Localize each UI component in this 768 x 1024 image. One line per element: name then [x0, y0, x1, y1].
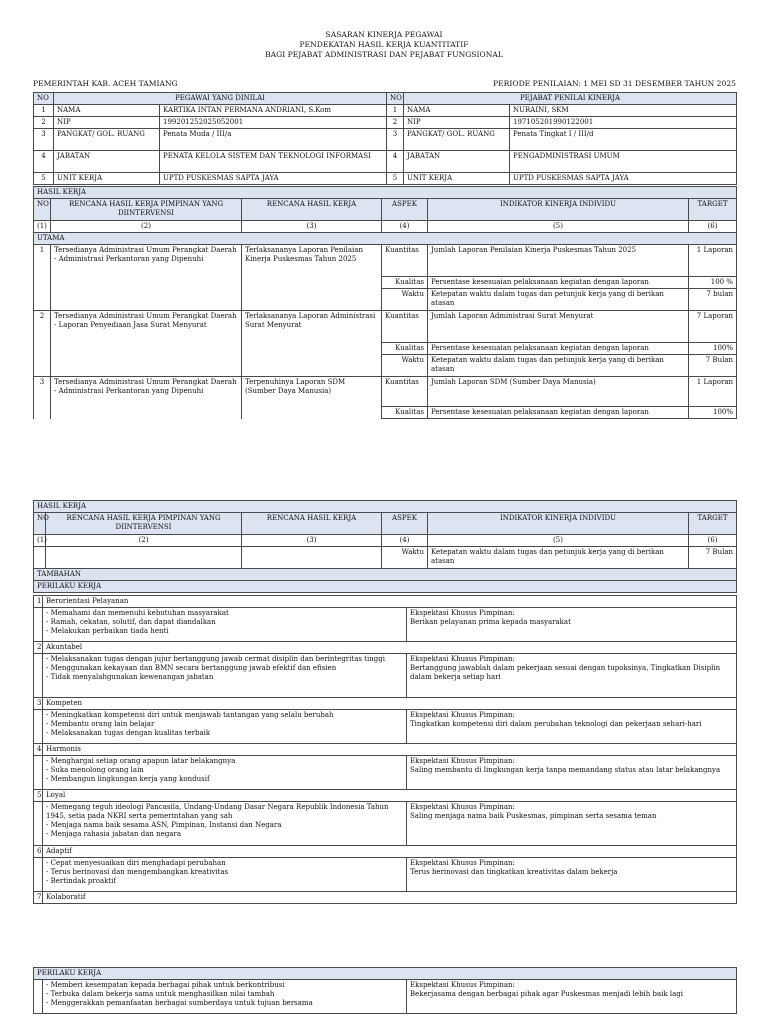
identity-row-label: PANGKAT/ GOL. RUANG — [404, 129, 510, 151]
identity-row-no: 1 — [34, 105, 54, 117]
identity-table — [33, 92, 737, 185]
appraiser-position: PENGADMINISTRASI UMUM — [510, 151, 737, 173]
item-aspect: Kualitas — [382, 277, 428, 289]
item-target: 100 % — [689, 277, 737, 289]
behavior-point: - Membangun lingkungan kerja yang kondusif — [46, 775, 210, 783]
behavior-name: Kompeten — [43, 698, 737, 710]
identity-row-no: 3 — [34, 129, 54, 151]
meta-line — [33, 79, 736, 88]
title-line-2: PENDEKATAN HASIL KERJA KUANTITATIF — [299, 40, 469, 49]
employee-heading: PEGAWAI YANG DINILAI — [54, 93, 387, 105]
item-plan: Terlaksananya Laporan Penilaian Kinerja Puskesmas Tahun 2025 — [242, 245, 382, 311]
identity-row-label: PANGKAT/ GOL. RUANG — [54, 129, 160, 151]
item-plan: Terpenuhinya Laporan SDM (Sumber Daya Manusia) — [242, 377, 382, 419]
item-no: 3 — [34, 377, 51, 419]
results-table-continued — [33, 500, 737, 593]
table-row — [34, 377, 737, 407]
utama-label: UTAMA — [34, 233, 737, 245]
expectation-label: Ekspektasi Khusus Pimpinan: — [410, 859, 515, 867]
expectation-label: Ekspektasi Khusus Pimpinan: — [410, 655, 515, 663]
behavior-no: 7 — [34, 892, 43, 904]
employee-name: KARTIKA INTAN PERMANA ANDRIANI, S.Kom — [160, 105, 387, 117]
item-target: 7 Bulan — [689, 355, 737, 377]
identity-row-label: NAMA — [54, 105, 160, 117]
expectation-label: Ekspektasi Khusus Pimpinan: — [410, 609, 515, 617]
expectation-label: Ekspektasi Khusus Pimpinan: — [410, 757, 515, 765]
expectation-text: Terus berinovasi dan tingkatkan kreativitas dalam bekerja — [410, 868, 618, 876]
behavior-point: - Meningkatkan kompetensi diri untuk menjawab tantangan yang selalu berubah — [46, 711, 334, 719]
item-indicator: Persentase kesesuaian pelaksanaan kegiatan dengan laporan — [428, 277, 689, 289]
behavior-name: Akuntabel — [43, 642, 737, 654]
identity-row-no: 2 — [387, 117, 404, 129]
behavior-point: - Suka menolong orang lain — [46, 766, 144, 774]
behavior-no: 2 — [34, 642, 43, 654]
identity-row-no: 3 — [387, 129, 404, 151]
behavior-no: 6 — [34, 846, 43, 858]
behavior-name: Loyal — [43, 790, 737, 802]
identity-row-no: 4 — [387, 151, 404, 173]
behavior-point: - Menggerakkan pemanfaatan berbagai sumberdaya untuk tujuan bersama — [46, 999, 313, 1007]
table-row — [34, 311, 737, 343]
behavior-name: Harmonis — [43, 744, 737, 756]
identity-row-label: UNIT KERJA — [404, 173, 510, 185]
item-target: 1 Laporan — [689, 377, 737, 407]
item-target: 7 Laporan — [689, 311, 737, 343]
item-leader-plan: Tersedianya Administrasi Umum Perangkat Daerah - Laporan Penyediaan Jasa Surat Menyurat — [51, 311, 242, 377]
col-header-target: TARGET — [689, 513, 737, 535]
col-header-no: NO — [34, 199, 51, 221]
table-row — [34, 547, 737, 569]
appraiser-unit: UPTD PUSKESMAS SAPTA JAYA — [510, 173, 737, 185]
col-header-aspect: ASPEK — [382, 199, 428, 221]
item-aspect: Kualitas — [382, 343, 428, 355]
behavior-point: - Terus berinovasi dan mengembangkan kreativitas — [46, 868, 229, 876]
identity-no-header-right: NO — [387, 93, 404, 105]
item-target: 100% — [689, 407, 737, 419]
expectation-label: Ekspektasi Khusus Pimpinan: — [410, 803, 515, 811]
identity-row-label: NIP — [404, 117, 510, 129]
item-target: 100% — [689, 343, 737, 355]
identity-row-no: 5 — [387, 173, 404, 185]
item-indicator: Ketepatan waktu dalam tugas dan petunjuk kerja yang di berikan atasan — [428, 289, 689, 311]
item-no: 2 — [34, 311, 51, 377]
behavior-point: - Bertindak proaktif — [46, 877, 117, 885]
item-aspect: Kuantitas — [382, 245, 428, 277]
appraiser-name: NURAINI, SKM — [510, 105, 737, 117]
behavior-table-continued — [33, 967, 737, 1014]
behavior-point: - Tidak menyalahgunakan kewenangan jabatan — [46, 673, 214, 681]
expectation-text: Bertanggung jawablah dalam pekerjaan sesuai dengan tupoksinya, Tingkatkan Disiplin dalam bekerja setiap hari — [410, 664, 721, 681]
list-item — [34, 980, 737, 1014]
item-target: 7 Bulan — [689, 547, 737, 569]
item-target: 7 bulan — [689, 289, 737, 311]
item-indicator: Jumlah Laporan Penilaian Kinerja Puskesmas Tahun 2025 — [428, 245, 689, 277]
identity-row-label: JABATAN — [54, 151, 160, 173]
behavior-no: 3 — [34, 698, 43, 710]
behavior-point: - Ramah, cekatan, solutif, dan dapat diandalkan — [46, 618, 216, 626]
list-item — [34, 608, 737, 642]
item-no: 1 — [34, 245, 51, 311]
list-item — [34, 802, 737, 846]
title-line-1: SASARAN KINERJA PEGAWAI — [325, 30, 443, 39]
identity-row-no: 4 — [34, 151, 54, 173]
col-number: (5) — [428, 221, 689, 233]
behavior-name: Adaptif — [43, 846, 737, 858]
behavior-point: - Melaksanakan tugas dengan kualitas terbaik — [46, 729, 211, 737]
behavior-name: Berorientasi Pelayanan — [43, 596, 737, 608]
behavior-point: - Memahami dan memenuhi kebutuhan masyarakat — [46, 609, 229, 617]
identity-row-label: NIP — [54, 117, 160, 129]
item-plan: Terlaksananya Laporan Administrasi Surat Menyurat — [242, 311, 382, 377]
behavior-point: - Menggunakan kekayaan dan BMN secara bertanggung jawab efektif dan efisien — [46, 664, 337, 672]
col-header-indicator: INDIKATOR KINERJA INDIVIDU — [428, 513, 689, 535]
item-indicator: Jumlah Laporan SDM (Sumber Daya Manusia) — [428, 377, 689, 407]
employee-rank: Penata Muda / III/a — [160, 129, 387, 151]
item-leader-plan: Tersedianya Administrasi Umum Perangkat Daerah - Administrasi Perkantoran yang Dipenuhi — [51, 377, 242, 419]
period-label: PERIODE PENILAIAN: 1 MEI SD 31 DESEMBER TAHUN 2025 — [493, 79, 736, 88]
identity-row-label: JABATAN — [404, 151, 510, 173]
expectation-text: Berikan pelayanan prima kepada masyarakat — [410, 618, 571, 626]
identity-row-no: 1 — [387, 105, 404, 117]
behavior-point: - Terbuka dalam bekerja sama untuk menghasilkan nilai tambah — [46, 990, 275, 998]
title-line-3: BAGI PEJABAT ADMINISTRASI DAN PEJABAT FUNGSIONAL — [265, 50, 503, 59]
col-header-target: TARGET — [689, 199, 737, 221]
behavior-no: 4 — [34, 744, 43, 756]
item-aspect: Kuantitas — [382, 377, 428, 407]
item-indicator: Jumlah Laporan Administrasi Surat Menyurat — [428, 311, 689, 343]
list-item — [34, 756, 737, 790]
item-aspect: Kuantitas — [382, 311, 428, 343]
col-number: (4) — [382, 221, 428, 233]
agency-label: PEMERINTAH KAB. ACEH TAMIANG — [33, 79, 178, 88]
identity-row-label: UNIT KERJA — [54, 173, 160, 185]
appraiser-heading: PEJABAT PENILAI KINERJA — [404, 93, 737, 105]
item-aspect: Waktu — [382, 355, 428, 377]
behavior-section-label: PERILAKU KERJA — [34, 968, 737, 980]
col-number: (2) — [46, 535, 242, 547]
behavior-point: - Memberi kesempatan kepada berbagai pihak untuk berkontribusi — [46, 981, 285, 989]
col-number: (2) — [51, 221, 242, 233]
col-number: (3) — [242, 535, 382, 547]
behavior-name: Kolaboratif — [43, 892, 737, 904]
table-row — [34, 245, 737, 277]
identity-row-no: 2 — [34, 117, 54, 129]
behavior-point: - Membantu orang lain belajar — [46, 720, 155, 728]
col-number: (5) — [428, 535, 689, 547]
col-number: (4) — [382, 535, 428, 547]
behavior-section-label: PERILAKU KERJA — [34, 581, 737, 593]
expectation-text: Tingkatkan kompetensi diri dalam perubahan teknologi dan pekerjaan sehari-hari — [410, 720, 702, 728]
item-indicator: Ketepatan waktu dalam tugas dan petunjuk kerja yang di berikan atasan — [428, 547, 689, 569]
item-indicator: Persentase kesesuaian pelaksanaan kegiatan dengan laporan — [428, 407, 689, 419]
behavior-no: 5 — [34, 790, 43, 802]
item-indicator: Ketepatan waktu dalam tugas dan petunjuk kerja yang di berikan atasan — [428, 355, 689, 377]
col-number: (1) — [34, 535, 46, 547]
col-number: (1) — [34, 221, 51, 233]
item-aspect: Kualitas — [382, 407, 428, 419]
col-header-plan: RENCANA HASIL KERJA — [242, 513, 382, 535]
behavior-point: - Cepat menyesuaikan diri menghadapi perubahan — [46, 859, 226, 867]
employee-unit: UPTD PUSKESMAS SAPTA JAYA — [160, 173, 387, 185]
behavior-point: - Menghargai setiap orang apapun latar belakangnya — [46, 757, 236, 765]
behavior-point: - Melakukan perbaikan tiada henti — [46, 627, 169, 635]
behavior-table — [33, 595, 737, 904]
expectation-text: Bekerjasama dengan berbagai pihak agar Puskesmas menjadi lebih baik lagi — [410, 990, 684, 998]
col-header-aspect: ASPEK — [382, 513, 428, 535]
list-item — [34, 858, 737, 892]
identity-no-header: NO — [34, 93, 54, 105]
item-aspect: Waktu — [382, 289, 428, 311]
col-header-leader-plan: RENCANA HASIL KERJA PIMPINAN YANG DIINTERVENSI — [46, 513, 242, 535]
tambahan-label: TAMBAHAN — [34, 569, 737, 581]
expectation-label: Ekspektasi Khusus Pimpinan: — [410, 981, 515, 989]
col-header-no: NO — [34, 513, 46, 535]
results-table — [33, 186, 737, 419]
expectation-text: Saling menjaga nama baik Puskesmas, pimpinan serta sesama teman — [410, 812, 657, 820]
behavior-point: - Menjaga rahasia jabatan dan negara — [46, 830, 181, 838]
col-header-plan: RENCANA HASIL KERJA — [242, 199, 382, 221]
col-number: (3) — [242, 221, 382, 233]
results-section-label: HASIL KERJA — [34, 187, 737, 199]
list-item — [34, 710, 737, 744]
list-item — [34, 654, 737, 698]
item-leader-plan: Tersedianya Administrasi Umum Perangkat Daerah - Administrasi Perkantoran yang Dipenuhi — [51, 245, 242, 311]
appraiser-nip: 197105201990122001 — [510, 117, 737, 129]
employee-position: PENATA KELOLA SISTEM DAN TEKNOLOGI INFORMASI — [160, 151, 387, 173]
expectation-text: Saling membantu di lingkungan kerja tanpa memandang status atau latar belakangnya — [410, 766, 721, 774]
behavior-no: 1 — [34, 596, 43, 608]
col-number: (6) — [689, 221, 737, 233]
behavior-point: - Memegang teguh ideologi Pancasila, Undang-Undang Dasar Negara Republik Indonesia Tahun 1945, setia pada NKRI serta pemerintahan yang sah — [46, 803, 389, 820]
results-section-label: HASIL KERJA — [34, 501, 737, 513]
identity-row-no: 5 — [34, 173, 54, 185]
document-title — [0, 30, 768, 60]
item-indicator: Persentase kesesuaian pelaksanaan kegiatan dengan laporan — [428, 343, 689, 355]
col-header-leader-plan: RENCANA HASIL KERJA PIMPINAN YANG DIINTERVENSI — [51, 199, 242, 221]
item-target: 1 Laporan — [689, 245, 737, 277]
behavior-point: - Menjaga nama baik sesama ASN, Pimpinan, Instansi dan Negara — [46, 821, 282, 829]
item-aspect: Waktu — [382, 547, 428, 569]
expectation-label: Ekspektasi Khusus Pimpinan: — [410, 711, 515, 719]
col-header-indicator: INDIKATOR KINERJA INDIVIDU — [428, 199, 689, 221]
identity-row-label: NAMA — [404, 105, 510, 117]
col-number: (6) — [689, 535, 737, 547]
behavior-point: - Melaksanakan tugas dengan jujur bertanggung jawab cermat disiplin dan berintegritas tinggi — [46, 655, 385, 663]
appraiser-rank: Penata Tingkat I / III/d — [510, 129, 737, 151]
employee-nip: 199201252025052001 — [160, 117, 387, 129]
